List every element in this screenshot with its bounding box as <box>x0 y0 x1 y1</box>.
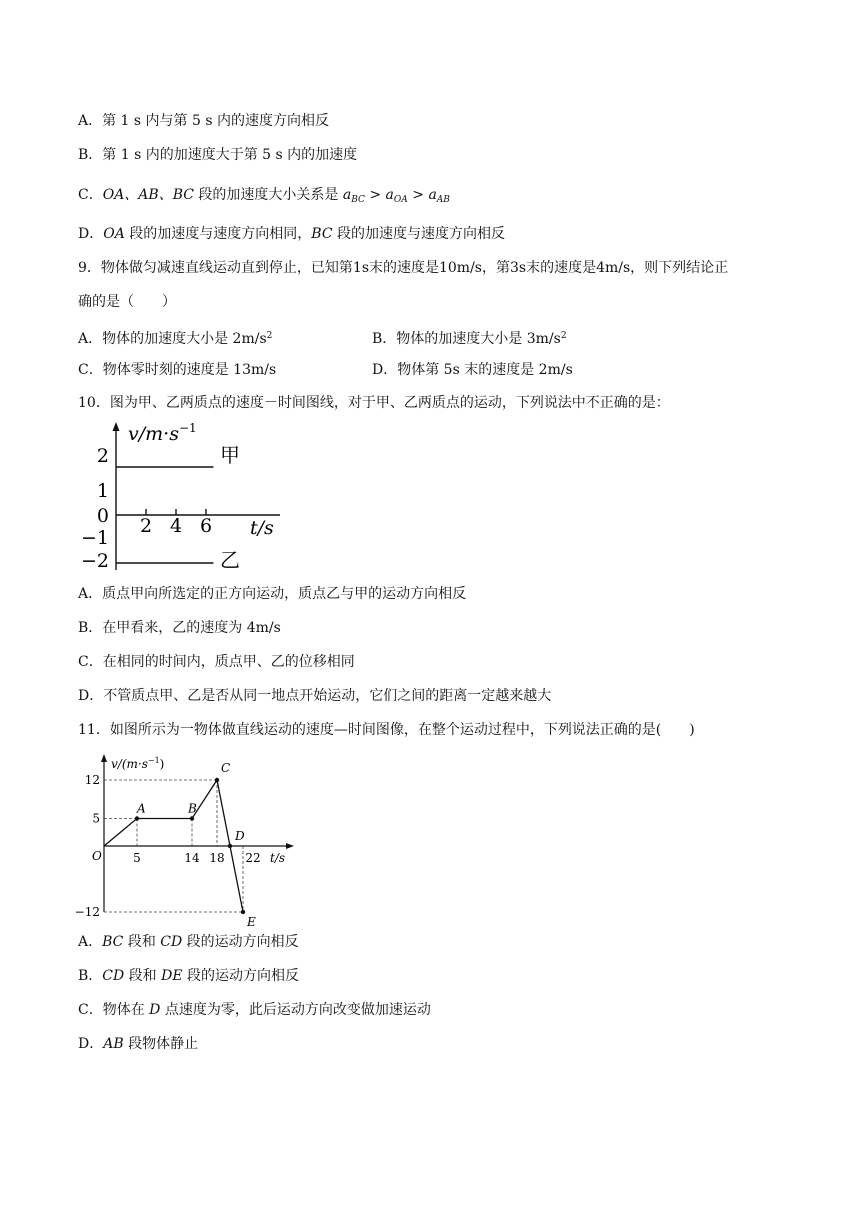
q11-point-label: B <box>188 801 197 816</box>
q11-point-A <box>135 816 139 820</box>
q11-point-E <box>241 910 245 914</box>
q10-option-c: C．在相同的时间内，质点甲、乙的位移相同 <box>78 654 355 670</box>
q9-option-a-text: A．物体的加速度大小是 2m/s <box>78 331 267 347</box>
q8-option-c-prefix: C． <box>78 187 103 203</box>
q8-sub-ab: AB <box>436 195 450 205</box>
q11-vt-graph <box>74 752 310 929</box>
q10-vt-graph <box>80 418 290 578</box>
q10-option-d: D．不管质点甲、乙是否从同一地点开始运动，它们之间的距离一定越来越大 <box>78 688 552 704</box>
q11-y-label: $v/(m\cdot s^{-1})$ <box>111 756 165 771</box>
q8-sub-bc: BC <box>351 195 365 205</box>
q11-option-b-cd: CD <box>102 968 125 984</box>
q9-option-b-sup: 2 <box>560 331 567 341</box>
q9-option-a-sup: 2 <box>266 331 273 341</box>
q8-option-c-mid: 段的加速度大小关系是 <box>193 187 343 203</box>
q11-option-d <box>78 1034 198 1054</box>
q11-xtick: 22 <box>245 851 261 865</box>
q9-option-c: C．物体零时刻的速度是 13m/s <box>78 362 277 378</box>
q11-option-b <box>78 966 299 986</box>
q10-ytick: −1 <box>80 527 109 549</box>
q11-point-C <box>215 778 219 782</box>
q10-xtick: 4 <box>169 515 183 537</box>
q8-option-b: B．第 1 s 内的加速度大于第 5 s 内的加速度 <box>78 147 358 163</box>
q8-option-d-oa: OA <box>103 226 125 242</box>
q11-y-arrow-icon <box>101 754 107 762</box>
q9-option-d: D．物体第 5s 末的速度是 2m/s <box>372 362 573 378</box>
q11-points <box>92 761 256 929</box>
q11-option-a <box>78 932 299 952</box>
q11-option-d-ab: AB <box>103 1036 124 1052</box>
q11-option-b-de: DE <box>161 968 183 984</box>
q10-option-a: A．质点甲向所选定的正方向运动，质点乙与甲的运动方向相反 <box>78 586 467 602</box>
q9-option-a <box>78 326 272 349</box>
q10-ytick: −2 <box>80 550 109 572</box>
q11-option-b-mid: 段和 <box>124 968 162 984</box>
q11-option-d-tail: 段物体静止 <box>123 1036 199 1052</box>
q11-option-b-prefix: B． <box>78 968 103 984</box>
q10-xtick: 6 <box>199 515 213 537</box>
q11-option-c-tail: 点速度为零，此后运动方向改变做加速运动 <box>160 1002 431 1018</box>
q11-point-label: E <box>247 915 256 929</box>
q11-xtick: 18 <box>209 851 225 865</box>
q10-ytick: 1 <box>96 480 109 502</box>
q11-option-a-prefix: A． <box>78 934 103 950</box>
q9-option-b-text: B．物体的加速度大小是 3m/s <box>372 331 561 347</box>
q11-point-D <box>228 844 232 848</box>
q8-option-d-tail: 段的加速度与速度方向相反 <box>332 226 505 242</box>
q11-point-label: D <box>235 829 245 843</box>
q10-label-yi: 乙 <box>220 548 240 572</box>
q11-stem: 11．如图所示为一物体做直线运动的速度—时间图像，在整个运动过程中，下列说法正确的是( ) <box>78 722 695 738</box>
q11-option-b-tail: 段的运动方向相反 <box>182 968 300 984</box>
q8-option-c-segments: OA、AB、BC <box>102 187 194 203</box>
q11-option-a-cd: CD <box>160 934 183 950</box>
q8-option-d-prefix: D． <box>78 226 104 242</box>
q11-xtick: 5 <box>133 851 141 865</box>
q8-option-c <box>78 185 450 210</box>
q11-option-a-bc: BC <box>102 934 124 950</box>
q10-label-jia: 甲 <box>220 443 240 467</box>
q10-y-label: $v/m\cdot s^{-1}$ <box>128 421 197 445</box>
q11-option-d-prefix: D． <box>78 1036 104 1052</box>
q8-gt-sign: > <box>407 187 429 203</box>
q11-point-label: A <box>137 801 146 816</box>
q9-stem-line2: 确的是（ ） <box>78 294 176 310</box>
q9-option-b <box>372 326 567 349</box>
q8-option-d-bc: BC <box>311 226 333 242</box>
q8-option-d <box>78 224 505 244</box>
q10-stem: 10．图为甲、乙两质点的速度－时间图线，对于甲、乙两质点的运动，下列说法中不正确的是： <box>78 395 670 411</box>
q8-sub-oa: OA <box>393 195 408 205</box>
q11-ytick: 5 <box>92 811 100 826</box>
q8-accel-symbol: a <box>385 187 394 203</box>
q8-option-d-mid: 段的加速度与速度方向相同， <box>124 226 312 242</box>
q10-y-arrow-icon <box>113 422 120 431</box>
q11-option-c-prefix: C．物体在 <box>78 1002 150 1018</box>
q11-option-a-mid: 段和 <box>123 934 161 950</box>
q10-ytick: 0 <box>96 505 109 527</box>
q11-x-label: t/s <box>270 851 286 865</box>
q10-xtick: 2 <box>139 515 153 537</box>
q11-point-B <box>190 816 194 820</box>
q10-option-b: B．在甲看来，乙的速度为 4m/s <box>78 620 281 636</box>
q11-option-a-tail: 段的运动方向相反 <box>182 934 299 950</box>
q8-accel-symbol: a <box>428 187 437 203</box>
q8-accel-symbol: a <box>342 187 352 203</box>
q10-x-ticks <box>140 509 212 537</box>
q11-x-arrow-icon <box>286 843 294 849</box>
q11-option-c-d: D <box>149 1002 161 1018</box>
q11-ytick: −12 <box>74 905 100 919</box>
q11-xtick: 14 <box>184 851 200 865</box>
q11-option-c <box>78 1000 431 1020</box>
q11-ytick: 12 <box>84 773 100 787</box>
q11-point-label: C <box>221 761 231 775</box>
q11-point-label: O <box>92 849 102 863</box>
q10-x-label: t/s <box>250 517 274 539</box>
q8-gt-sign: > <box>364 187 386 203</box>
q10-ytick: 2 <box>96 445 109 467</box>
q9-stem-line1: 9．物体做匀减速直线运动直到停止，已知第1s末的速度是10m/s，第3s末的速度是4m/s，则下列结论正 <box>78 260 729 276</box>
q8-option-a: A．第 1 s 内与第 5 s 内的速度方向相反 <box>78 113 329 129</box>
